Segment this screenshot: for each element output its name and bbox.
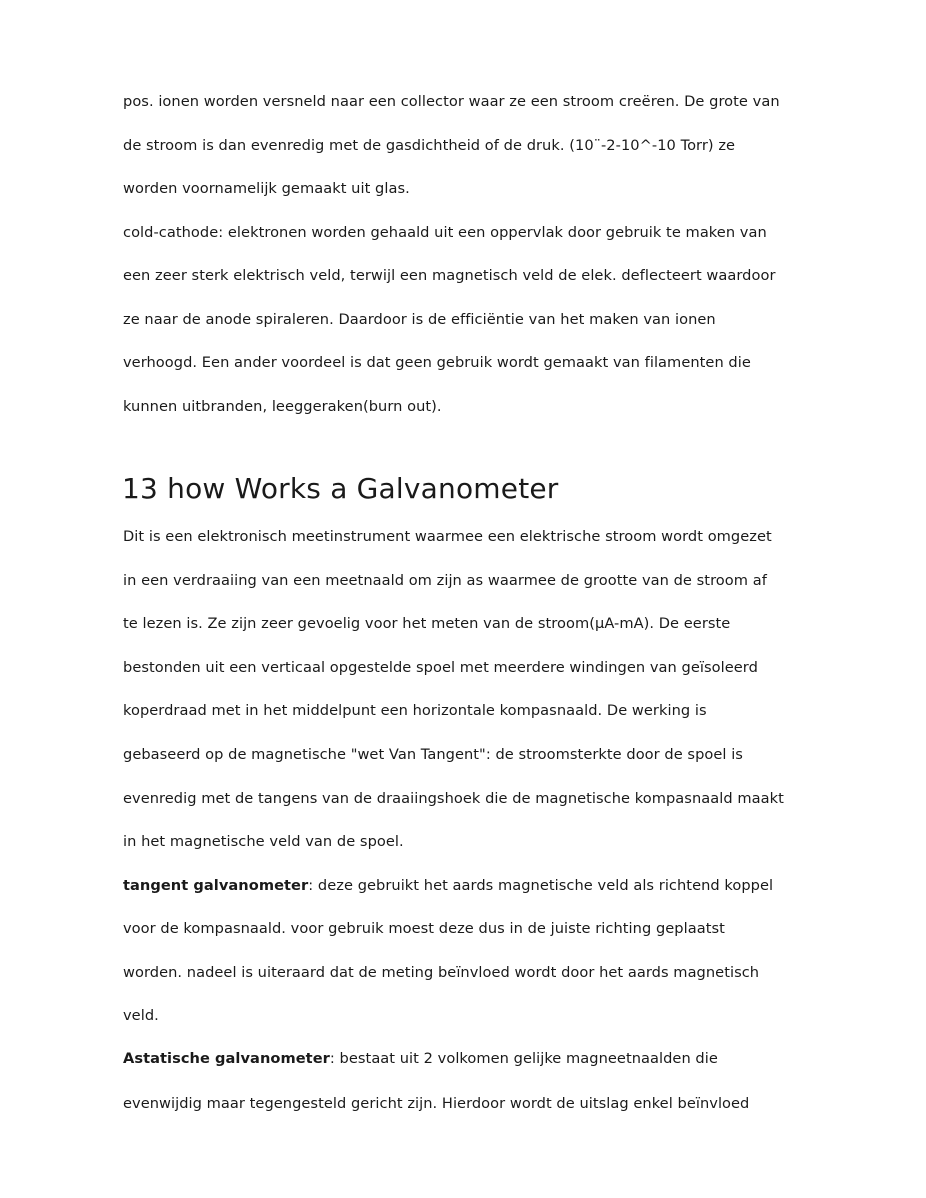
text-line: evenredig met de tangens van de draaiingshoek die de magnetische kompasnaald maakt — [123, 790, 784, 807]
text-line: voor de kompasnaald. voor gebruik moest deze dus in de juiste richting geplaatst — [123, 920, 725, 937]
text-line: kunnen uitbranden, leeggeraken(burn out). — [123, 398, 442, 415]
text-line: de stroom is dan evenredig met de gasdichtheid of de druk. (10¨-2-10^-10 Torr) ze — [123, 137, 736, 154]
text-line — [123, 877, 773, 895]
text-line: veld. — [123, 1007, 159, 1024]
text-line: ze naar de anode spiraleren. Daardoor is de efficiëntie van het maken van ionen — [123, 311, 716, 328]
text-line: evenwijdig maar tegengesteld gericht zijn. Hierdoor wordt de uitslag enkel beïnvloed — [123, 1095, 750, 1112]
text-run: : deze gebruikt het aards magnetische veld als richtend koppel — [308, 877, 774, 894]
text-line: worden voornamelijk gemaakt uit glas. — [123, 180, 410, 197]
text-line: cold-cathode: elektronen worden gehaald uit een oppervlak door gebruik te maken van — [123, 224, 767, 241]
text-line — [123, 1050, 718, 1068]
text-line: worden. nadeel is uiteraard dat de meting beïnvloed wordt door het aards magnetisch — [123, 964, 760, 981]
text-run: : bestaat uit 2 volkomen gelijke magneetnaalden die — [329, 1050, 718, 1067]
text-line: pos. ionen worden versneld naar een collector waar ze een stroom creëren. De grote van — [123, 93, 780, 110]
text-line: bestonden uit een verticaal opgestelde spoel met meerdere windingen van geïsoleerd — [123, 659, 758, 676]
text-line: te lezen is. Ze zijn zeer gevoelig voor het meten van de stroom(µA-mA). De eerste — [123, 615, 731, 632]
term-astatische-galvanometer: Astatische galvanometer — [123, 1050, 330, 1067]
text-line: Dit is een elektronisch meetinstrument waarmee een elektrische stroom wordt omgezet — [123, 528, 772, 545]
text-line: een zeer sterk elektrisch veld, terwijl een magnetisch veld de elek. deflecteert waardoor — [123, 267, 776, 284]
text-line: in een verdraaiing van een meetnaald om zijn as waarmee de grootte van de stroom af — [123, 572, 767, 589]
text-line: koperdraad met in het middelpunt een horizontale kompasnaald. De werking is — [123, 702, 707, 719]
section-heading: 13 how Works a Galvanometer — [122, 472, 559, 505]
text-line: in het magnetische veld van de spoel. — [123, 833, 404, 850]
text-line: gebaseerd op de magnetische "wet Van Tangent": de stroomsterkte door de spoel is — [123, 746, 743, 763]
text-line: verhoogd. Een ander voordeel is dat geen gebruik wordt gemaakt van filamenten die — [123, 354, 751, 371]
term-tangent-galvanometer: tangent galvanometer — [123, 877, 309, 894]
